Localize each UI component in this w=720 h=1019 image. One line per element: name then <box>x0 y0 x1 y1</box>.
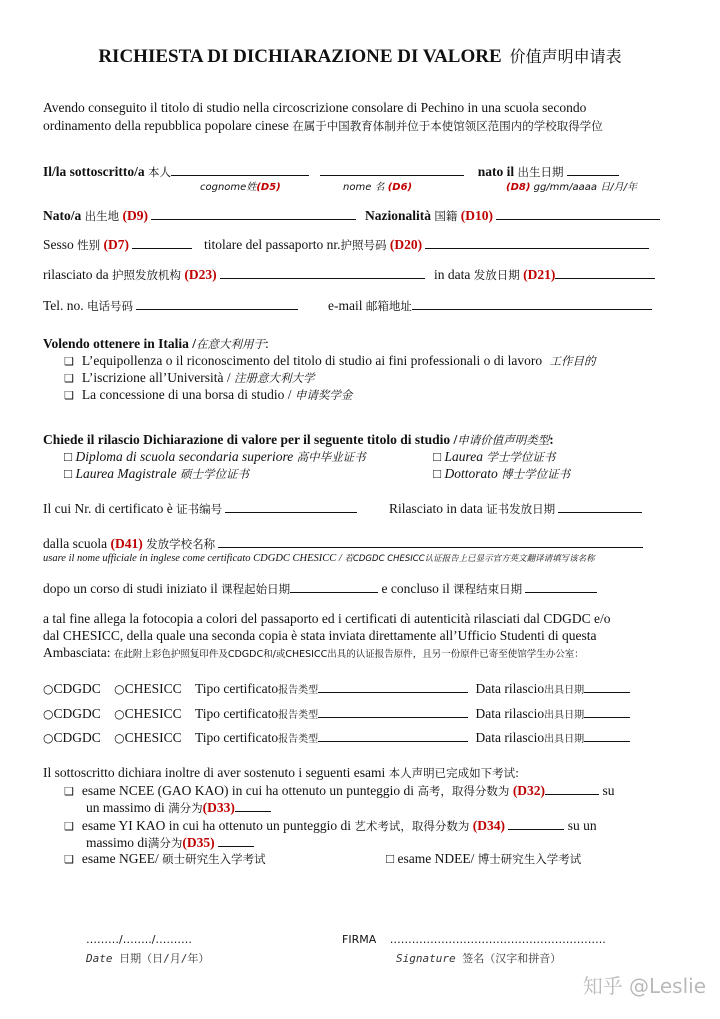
intro-line-2: ordinamento della repubblica popolare cinese 在属于中国教育体制并位于本使馆领区范围内的学校取得学位 <box>43 118 603 133</box>
ncee-score-field[interactable] <box>545 782 599 795</box>
esami-intro: Il sottoscritto dichiara inoltre di aver sostenuto i seguenti esami 本人声明已完成如下考试: <box>43 765 520 780</box>
ngee-row[interactable]: ❑ esame NGEE/ 硕士研究生入学考试 <box>64 851 266 866</box>
cert-date-field[interactable] <box>558 500 642 513</box>
square-icon[interactable]: □ <box>386 851 395 866</box>
corso-row: dopo un corso di studi iniziato il 课程起始日期 e concluso il 课程结束日期 <box>43 580 597 597</box>
radio-icon[interactable]: ○ <box>43 731 54 745</box>
checkbox-icon[interactable]: ❑ <box>64 854 74 866</box>
course-start-field[interactable] <box>290 580 378 593</box>
cert-type-field[interactable] <box>318 729 468 742</box>
tipo-row-1: ○CDGDC ○CHESICC Tipo certificato报告类型 Data rilascio出具日期 <box>43 680 630 697</box>
radio-icon[interactable]: ○ <box>43 682 54 696</box>
option-laurea[interactable]: □ Laurea 学士学位证书 <box>433 449 556 464</box>
checkbox-icon[interactable]: ❑ <box>64 390 74 402</box>
passport-issue-date-field[interactable] <box>555 266 655 279</box>
radio-icon[interactable]: ○ <box>114 731 125 745</box>
email-field[interactable] <box>412 297 652 310</box>
volendo-item-2[interactable]: ❑ L’iscrizione all’Università / 注册意大利大学 <box>64 370 315 385</box>
passport-authority-field[interactable] <box>220 266 425 279</box>
ncee-max-field[interactable] <box>235 799 271 812</box>
option-dottorato[interactable]: □ Dottorato 博士学位证书 <box>433 466 571 481</box>
volendo-item-3[interactable]: ❑ La concessione di una borsa di studio / 申请奖学金 <box>64 387 353 402</box>
date-dots: ………/……../………. <box>86 933 192 946</box>
radio-icon[interactable]: ○ <box>43 707 54 721</box>
firma-row: FIRMA ………………………………………………….. <box>342 933 606 946</box>
course-end-field[interactable] <box>525 580 597 593</box>
allega-line-2: dal CHESICC, della quale una seconda copia è stata inviata direttamente all’Ufficio Studenti di questa <box>43 628 597 643</box>
scuola-row: dalla scuola (D41) 发放学校名称 <box>43 535 643 552</box>
sesso-row: Sesso 性别 (D7) <box>43 236 192 253</box>
birth-date-field[interactable] <box>567 163 619 176</box>
title-main: RICHIESTA DI DICHIARAZIONE DI VALORE <box>98 46 502 67</box>
yikao-row[interactable]: ❑ esame YI KAO in cui ha ottenuto un punteggio di 艺术考试，取得分数为 (D34) su un <box>64 818 597 833</box>
title-cn: 价值声明申请表 <box>509 47 622 66</box>
issue-date-field[interactable] <box>584 680 630 693</box>
school-name-field[interactable] <box>218 535 643 548</box>
checkbox-icon[interactable]: ❑ <box>64 356 74 368</box>
square-icon[interactable]: □ <box>433 466 442 481</box>
nationality-field[interactable] <box>496 207 660 220</box>
cert-type-field[interactable] <box>318 680 468 693</box>
allega-line-3: Ambasciata: 在此附上彩色护照复印件及CDGDC和/或CHESICC出具的认证报告原件，且另一份原件已寄至使馆学生办公室： <box>43 645 584 660</box>
ndee-row[interactable]: □ esame NDEE/ 博士研究生入学考试 <box>386 851 582 866</box>
nome-hint: nome 名 (D6) <box>343 182 413 193</box>
nazionalita-row: Nazionalità 国籍 (D10) <box>365 207 660 224</box>
birthplace-field[interactable] <box>151 207 356 220</box>
passport-number-field[interactable] <box>425 236 649 249</box>
signature-field[interactable]: ………………………………………………….. <box>389 933 606 946</box>
yikao-max-row: massimo di满分为(D35) <box>86 834 254 851</box>
issue-date-field[interactable] <box>584 729 630 742</box>
square-icon[interactable]: □ <box>64 466 73 481</box>
scuola-note: usare il nome ufficiale in inglese come certificato CDGDC CHESICC / 若CDGDC CHESICC认证报告上已显示官方英文翻译请填写该名称 <box>43 553 595 564</box>
chiede-heading: Chiede il rilascio Dichiarazione di valore per il seguente titolo di studio /申请价值声明类型: <box>43 432 554 447</box>
square-icon[interactable]: □ <box>433 449 442 464</box>
sottoscritto-row: Il/la sottoscritto/a 本人 nato il 出生日期 <box>43 163 619 180</box>
nato-a-row: Nato/a 出生地 (D9) <box>43 207 356 224</box>
yikao-max-field[interactable] <box>218 834 254 847</box>
cert-type-field[interactable] <box>318 705 468 718</box>
radio-icon[interactable]: ○ <box>114 707 125 721</box>
radio-icon[interactable]: ○ <box>114 682 125 696</box>
option-diploma[interactable]: □ Diploma di scuola secondaria superiore 高中毕业证书 <box>64 449 366 464</box>
option-laurea-magistrale[interactable]: □ Laurea Magistrale 硕士学位证书 <box>64 466 250 481</box>
yikao-score-field[interactable] <box>508 817 564 830</box>
cert-number-row: Il cui Nr. di certificato è 证书编号 <box>43 500 357 517</box>
checkbox-icon[interactable]: ❑ <box>64 373 74 385</box>
checkbox-icon[interactable]: ❑ <box>64 786 74 798</box>
signature-label-row: Signature 签名（汉字和拼音） <box>396 952 562 965</box>
date-label-row: Date 日期（日/月/年） <box>86 952 210 965</box>
checkbox-icon[interactable]: ❑ <box>64 821 74 833</box>
in-data-row: in data 发放日期 (D21) <box>434 266 655 283</box>
rilasciato-row: rilasciato da 护照发放机构 (D23) <box>43 266 425 283</box>
tipo-row-2: ○CDGDC ○CHESICC Tipo certificato报告类型 Data rilascio出具日期 <box>43 705 630 722</box>
intro-line-1: Avendo conseguito il titolo di studio nella circoscrizione consolare di Pechino in una scuola secondo <box>43 100 587 115</box>
allega-line-1: a tal fine allega la fotocopia a colori del passaporto ed i certificati di autenticità rilasciati dal CDGDC e/o <box>43 611 611 626</box>
tel-row: Tel. no. 电话号码 <box>43 297 298 314</box>
nome-field[interactable] <box>320 163 464 176</box>
email-row: e-mail 邮箱地址 <box>328 297 652 314</box>
page-title <box>0 44 720 68</box>
issue-date-field[interactable] <box>584 705 630 718</box>
sex-field[interactable] <box>132 236 192 249</box>
ncee-row[interactable]: ❑ esame NCEE (GAO KAO) in cui ha ottenuto un punteggio di 高考，取得分数为 (D32) su <box>64 783 615 798</box>
passport-row: titolare del passaporto nr.护照号码 (D20) <box>204 236 649 253</box>
date-hint: (D8) gg/mm/aaaa 日/月/年 <box>506 182 637 193</box>
tipo-row-3: ○CDGDC ○CHESICC Tipo certificato报告类型 Data rilascio出具日期 <box>43 729 630 746</box>
phone-field[interactable] <box>136 297 298 310</box>
cognome-field[interactable] <box>171 163 309 176</box>
ncee-max-row: un massimo di 满分为(D33) <box>86 799 271 816</box>
cert-date-row: Rilasciato in data 证书发放日期 <box>389 500 642 517</box>
volendo-heading: Volendo ottenere in Italia /在意大利用于: <box>43 336 269 351</box>
cert-number-field[interactable] <box>225 500 357 513</box>
square-icon[interactable]: □ <box>64 449 73 464</box>
volendo-item-1[interactable]: ❑ L’equipollenza o il riconoscimento del titolo di studio ai fini professionali o di lavoro 工作目的 <box>64 353 596 368</box>
cognome-hint: cognome姓(D5) <box>200 182 281 193</box>
watermark: 知乎 @Leslie <box>582 974 706 998</box>
